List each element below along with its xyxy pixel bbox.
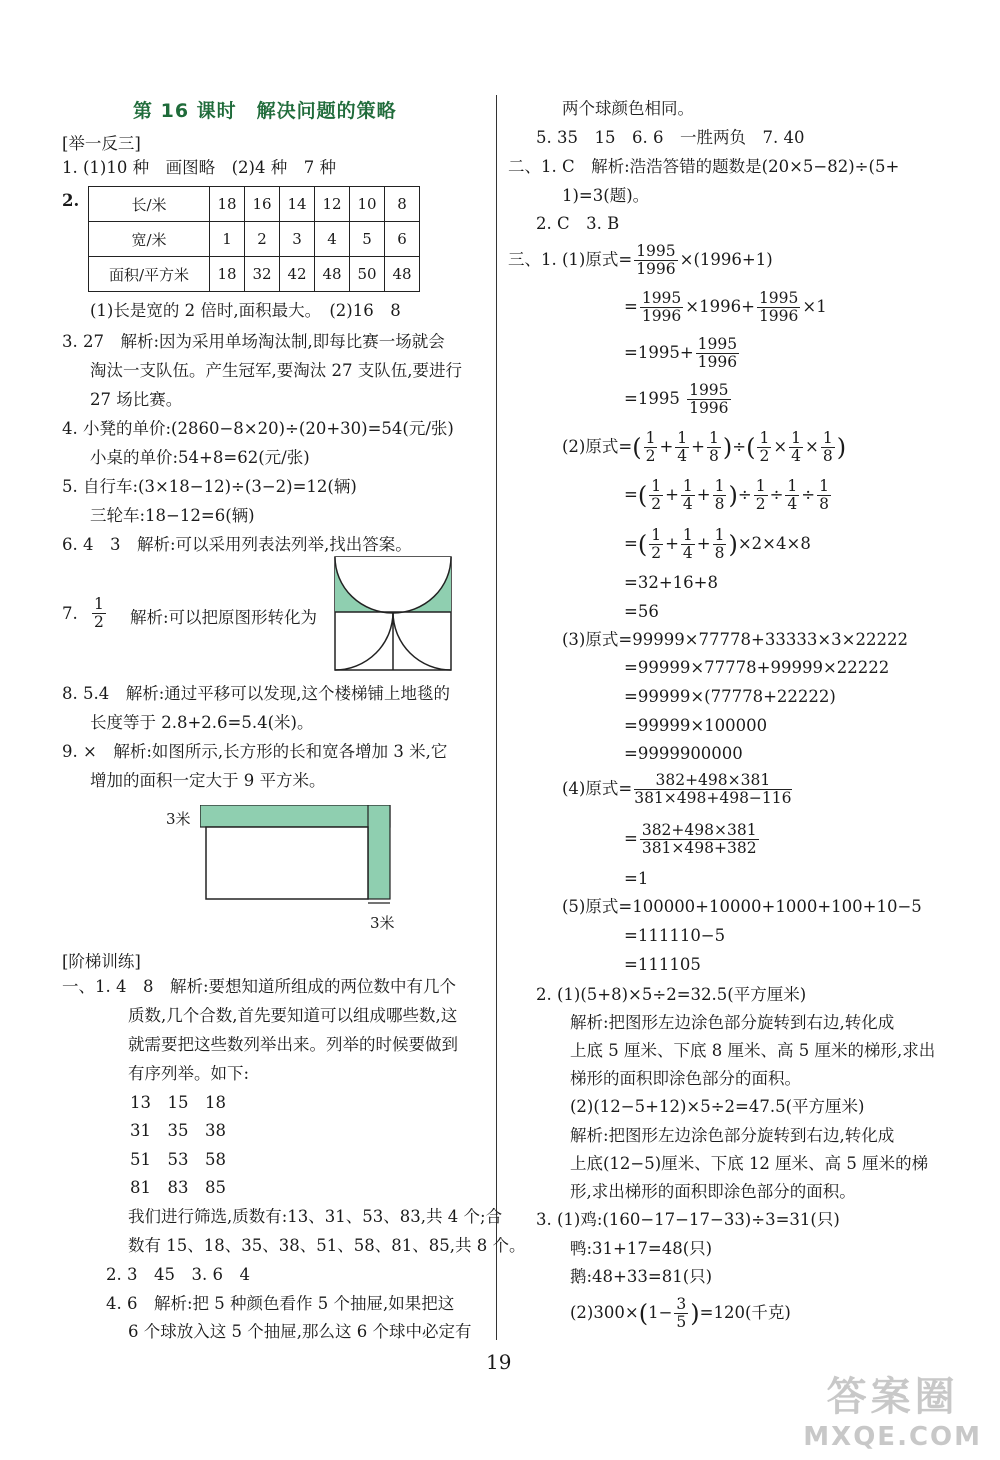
answer-line: 有序列举。如下: xyxy=(128,1064,250,1083)
column-divider xyxy=(496,95,497,1340)
answer-line: (2)(12−5+12)×5÷2=47.5(平方厘米) xyxy=(570,1097,865,1116)
table-cell: 2 xyxy=(245,222,280,257)
answer-line: 梯形的面积即涂色部分的面积。 xyxy=(570,1069,801,1088)
answer-line: 1. (1)10 种 画图略 (2)4 种 7 种 xyxy=(62,158,336,177)
equation-line: =99999×(77778+22222) xyxy=(624,687,836,706)
table-row xyxy=(89,257,420,292)
answer-line: 质数,几个合数,首先要知道可以组成哪些数,这 xyxy=(128,1006,458,1025)
equation-line: (2)原式=( $\frac{1}{2}$ + $\frac{1}{4}$ + $\frac{1}{8}$ )÷( $\frac{1}{2}$ × $\frac{1}{4}$ × $\frac{1}{8}$ ) xyxy=(562,429,847,465)
answer-line: 形,求出梯形的面积即涂色部分的面积。 xyxy=(570,1182,856,1201)
shaded-strip-top xyxy=(200,805,390,827)
watermark xyxy=(803,1365,982,1452)
table-cell: 50 xyxy=(350,257,385,292)
table-cell: 18 xyxy=(210,257,245,292)
denominator: 2 xyxy=(94,613,104,631)
fraction xyxy=(92,596,106,631)
equation-line: (3)原式=99999×77778+33333×3×22222 xyxy=(562,630,908,649)
equation-line: =32+16+8 xyxy=(624,573,718,592)
answer-line: 5. 35 15 6. 6 一胜两负 7. 40 xyxy=(536,128,805,147)
table-cell: 宽/米 xyxy=(89,222,210,257)
answer-line: 三轮车:18−12=6(辆) xyxy=(90,506,255,525)
answer-line: 两个球颜色相同。 xyxy=(562,99,694,118)
answer-line: 5. 自行车:(3×18−12)÷(3−2)=12(辆) xyxy=(62,477,357,496)
table-cell: 14 xyxy=(280,187,315,222)
table-cell: 1 xyxy=(210,222,245,257)
answer-line: (1)长是宽的 2 倍时,面积最大。 (2)16 8 xyxy=(90,301,401,320)
question-number: 7. xyxy=(62,604,78,623)
answer-line: 2. C 3. B xyxy=(536,214,620,233)
table-cell: 48 xyxy=(385,257,420,292)
list-item: 31 35 38 xyxy=(130,1121,226,1140)
table-cell: 5 xyxy=(350,222,385,257)
answer-line: 长度等于 2.8+2.6=5.4(米)。 xyxy=(90,713,314,732)
answer-line: 2. 3 45 3. 6 4 xyxy=(106,1265,250,1284)
answer-line: 2. (1)(5+8)×5÷2=32.5(平方厘米) xyxy=(536,985,807,1004)
answer-line: 解析:把图形左边涂色部分旋转到右边,转化成 xyxy=(570,1013,895,1032)
equation-line: =99999×77778+99999×22222 xyxy=(624,658,890,677)
answer-line: 9. × 解析:如图所示,长方形的长和宽各增加 3 米,它 xyxy=(62,742,448,761)
watermark-url: MXQE.COM xyxy=(803,1422,982,1452)
equation-line: 三、1. (1)原式= $\frac{1995}{1996}$ ×(1996+1) xyxy=(508,242,773,278)
section-heading: [阶梯训练] xyxy=(62,952,141,971)
label-3m: 3米 xyxy=(370,914,395,932)
answer-line: 上底(12−5)厘米、下底 12 厘米、高 5 厘米的梯 xyxy=(570,1154,929,1173)
equation-line: =1 xyxy=(624,869,649,888)
table-cell: 3 xyxy=(280,222,315,257)
answer-line: 就需要把这些数列举出来。列举的时候要做到 xyxy=(128,1035,458,1054)
table-cell: 8 xyxy=(385,187,420,222)
table-row xyxy=(89,187,420,222)
answer-line: 6. 4 3 解析:可以采用列表法列举,找出答案。 xyxy=(62,535,412,554)
table-cell: 48 xyxy=(315,257,350,292)
answer-line: 8. 5.4 解析:通过平移可以发现,这个楼梯铺上地毯的 xyxy=(62,684,451,703)
original-rectangle xyxy=(206,827,368,899)
answer-line: 鸭:31+17=48(只) xyxy=(570,1239,713,1258)
equation-line: (4)原式= $\frac{382+498\times 381}{381\times 498+498-116}$ xyxy=(562,771,792,807)
page-title: 第 16 课时 解决问题的策略 xyxy=(133,100,397,122)
answer-line: 1)=3(题)。 xyxy=(562,186,650,205)
equation-line: =111110−5 xyxy=(624,926,726,945)
equation-line: =111105 xyxy=(624,955,701,974)
table-cell: 12 xyxy=(315,187,350,222)
equation-line: =1995 $\frac{1995}{1996}$ xyxy=(624,381,729,417)
data-table xyxy=(88,186,420,292)
shaded-strip-right xyxy=(368,805,390,899)
answer-line: 解析:把图形左边涂色部分旋转到右边,转化成 xyxy=(570,1126,895,1145)
answer-line: 增加的面积一定大于 9 平方米。 xyxy=(90,771,326,790)
equation-line: =99999×100000 xyxy=(624,716,768,735)
answer-line: 3. (1)鸡:(160−17−17−33)÷3=31(只) xyxy=(536,1210,840,1229)
table-cell: 6 xyxy=(385,222,420,257)
answer-line: 淘汰一支队伍。产生冠军,要淘汰 27 支队伍,要进行 xyxy=(90,361,462,380)
list-item: 13 15 18 xyxy=(130,1093,226,1112)
figure-q9 xyxy=(200,805,400,905)
equation-line: (5)原式=100000+10000+1000+100+10−5 xyxy=(562,897,922,916)
table-cell: 10 xyxy=(350,187,385,222)
answer-line: 小桌的单价:54+8=62(元/张) xyxy=(90,448,310,467)
list-item: 81 83 85 xyxy=(130,1178,226,1197)
answer-line: 二、1. C 解析:浩浩答错的题数是(20×5−82)÷(5+ xyxy=(508,157,900,176)
answer-line: 鹅:48+33=81(只) xyxy=(570,1267,713,1286)
table-cell: 42 xyxy=(280,257,315,292)
equation-line: (2)300×(1− $\frac{3}{5}$ )=120(千克) xyxy=(570,1295,791,1331)
answer-line: 27 场比赛。 xyxy=(90,390,183,409)
figure-q7 xyxy=(334,556,454,672)
numerator: 1 xyxy=(94,595,104,613)
answer-line: 解析:可以把原图形转化为 xyxy=(130,608,318,627)
equation-line: =( $\frac{1}{2}$ + $\frac{1}{4}$ + $\frac{1}{8}$ )÷ $\frac{1}{2}$ ÷ $\frac{1}{4}$ ÷ $\frac{1}{8}$ xyxy=(624,477,829,513)
answer-line: 3. 27 解析:因为采用单场淘汰制,即每比赛一场就会 xyxy=(62,332,445,351)
watermark-logo: 答案圈 xyxy=(826,1374,959,1420)
equation-line: =( $\frac{1}{2}$ + $\frac{1}{4}$ + $\frac{1}{8}$ )×2×4×8 xyxy=(624,526,811,562)
list-item: 51 53 58 xyxy=(130,1150,226,1169)
equation-line: = $\frac{1995}{1996}$ ×1996+ $\frac{1995}{1996}$ ×1 xyxy=(624,289,827,325)
equation-line: = $\frac{382+498\times 381}{381\times 498+382}$ xyxy=(624,821,757,857)
answer-line: 4. 6 解析:把 5 种颜色看作 5 个抽屉,如果把这 xyxy=(106,1294,455,1313)
table-cell: 32 xyxy=(245,257,280,292)
table-cell: 长/米 xyxy=(89,187,210,222)
answer-line: 我们进行筛选,质数有:13、31、53、83,共 4 个;合 xyxy=(128,1207,503,1226)
answer-line: 数有 15、18、35、38、51、58、81、85,共 8 个。 xyxy=(128,1236,526,1255)
section-heading: [举一反三] xyxy=(62,134,141,153)
equation-line: =1995+ $\frac{1995}{1996}$ xyxy=(624,335,738,371)
table-cell: 16 xyxy=(245,187,280,222)
equation-line: =56 xyxy=(624,602,659,621)
answer-line: 一、1. 4 8 解析:要想知道所组成的两位数中有几个 xyxy=(62,977,457,996)
answer-line: 6 个球放入这 5 个抽屉,那么这 6 个球中必定有 xyxy=(128,1322,472,1341)
label-3m: 3米 xyxy=(166,810,191,828)
question-number: 2. xyxy=(62,191,80,210)
equation-line: =9999900000 xyxy=(624,744,743,763)
table-cell: 4 xyxy=(315,222,350,257)
table-row xyxy=(89,222,420,257)
table-cell: 面积/平方米 xyxy=(89,257,210,292)
answer-line: 4. 小凳的单价:(2860−8×20)÷(20+30)=54(元/张) xyxy=(62,419,454,438)
answer-line: 上底 5 厘米、下底 8 厘米、高 5 厘米的梯形,求出 xyxy=(570,1041,936,1060)
table-cell: 18 xyxy=(210,187,245,222)
page-number: 19 xyxy=(486,1350,512,1374)
